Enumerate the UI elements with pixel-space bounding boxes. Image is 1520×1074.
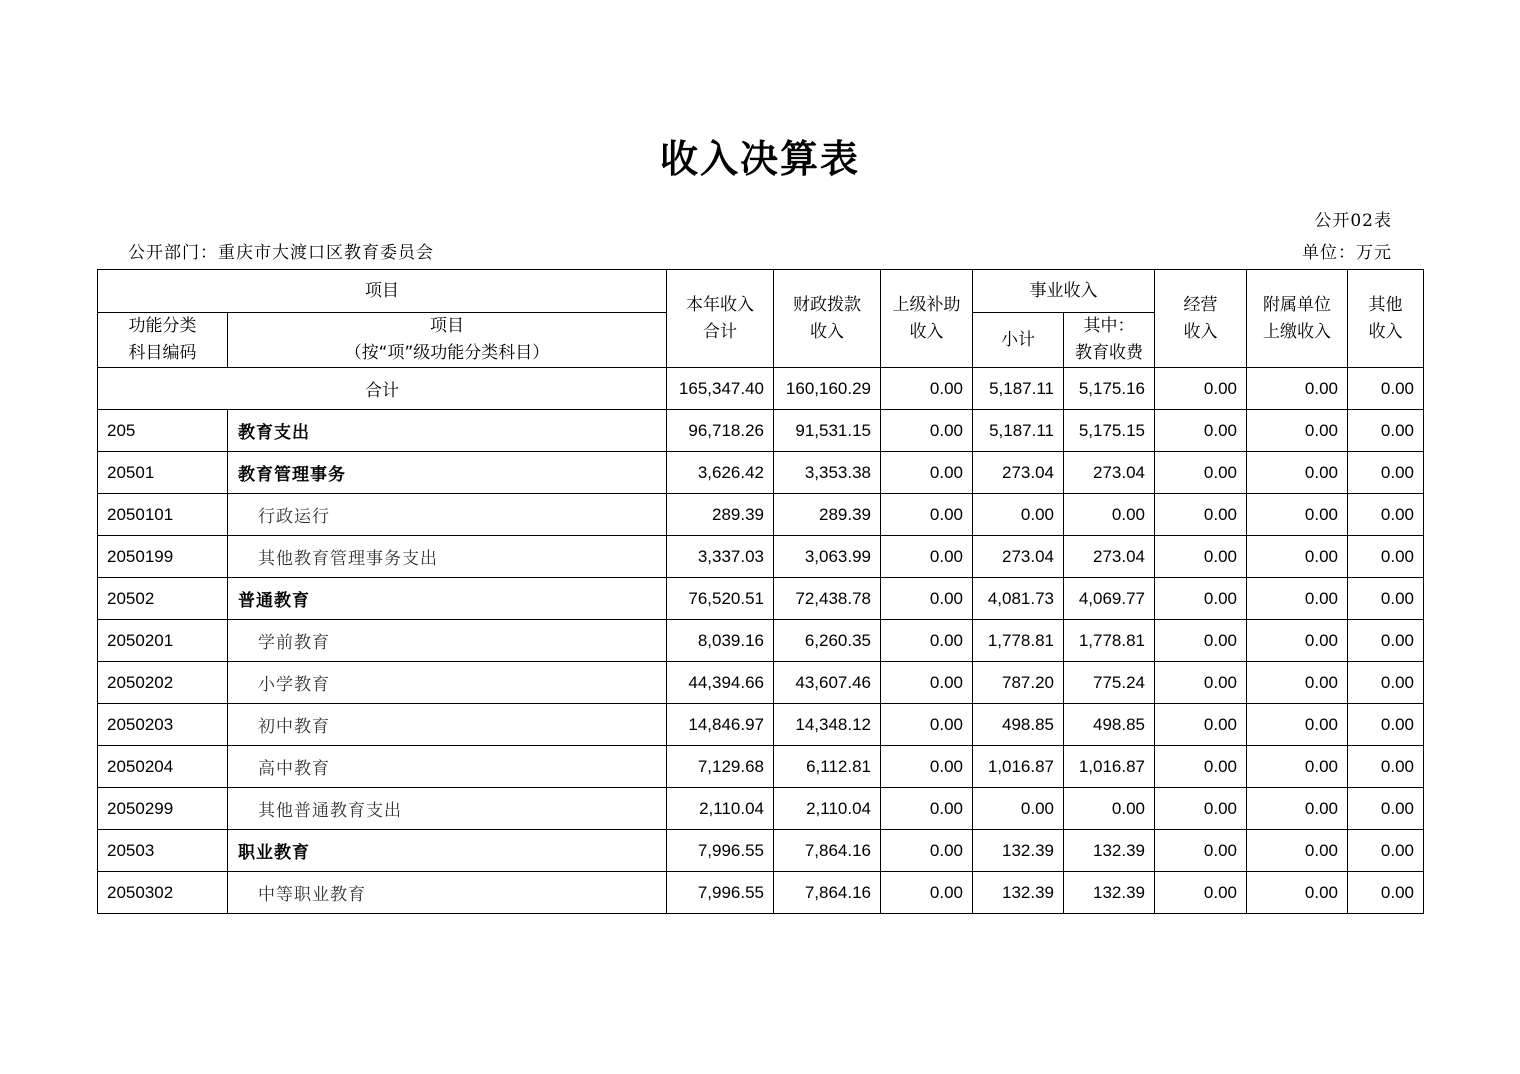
row-value: 289.39 xyxy=(667,494,774,536)
row-value: 0.00 xyxy=(1348,494,1424,536)
row-value: 0.00 xyxy=(1348,536,1424,578)
row-value: 0.00 xyxy=(881,536,973,578)
row-value: 4,081.73 xyxy=(973,578,1064,620)
row-value: 8,039.16 xyxy=(667,620,774,662)
row-value: 2,110.04 xyxy=(774,788,881,830)
row-value: 0.00 xyxy=(1247,746,1348,788)
row-value: 0.00 xyxy=(1155,746,1247,788)
row-value: 0.00 xyxy=(1247,830,1348,872)
row-code: 2050204 xyxy=(98,746,228,788)
row-value: 5,175.15 xyxy=(1064,410,1155,452)
row-name: 普通教育 xyxy=(228,578,667,620)
row-code: 20502 xyxy=(98,578,228,620)
table-row xyxy=(98,452,1424,494)
row-value: 132.39 xyxy=(1064,830,1155,872)
row-code: 2050202 xyxy=(98,662,228,704)
table-row xyxy=(98,704,1424,746)
row-value: 0.00 xyxy=(1348,578,1424,620)
row-value: 1,778.81 xyxy=(973,620,1064,662)
row-value: 273.04 xyxy=(973,536,1064,578)
row-code: 2050101 xyxy=(98,494,228,536)
row-code: 2050302 xyxy=(98,872,228,914)
row-name: 职业教育 xyxy=(228,830,667,872)
unit-label: 单位：万元 xyxy=(1302,243,1392,263)
row-value: 7,996.55 xyxy=(667,830,774,872)
row-value: 0.00 xyxy=(1155,620,1247,662)
row-name: 其他教育管理事务支出 xyxy=(228,536,667,578)
total-cell: 165,347.40 xyxy=(667,368,774,410)
row-value: 0.00 xyxy=(1348,872,1424,914)
row-name: 行政运行 xyxy=(228,494,667,536)
row-value: 0.00 xyxy=(1247,662,1348,704)
header-affiliated: 附属单位 上缴收入 xyxy=(1247,270,1348,368)
row-value: 0.00 xyxy=(1247,578,1348,620)
row-value: 0.00 xyxy=(881,620,973,662)
row-value: 787.20 xyxy=(973,662,1064,704)
header-edu-fee: 其中： 教育收费 xyxy=(1064,313,1155,368)
row-value: 775.24 xyxy=(1064,662,1155,704)
row-value: 0.00 xyxy=(881,410,973,452)
table-row xyxy=(98,788,1424,830)
row-value: 1,016.87 xyxy=(1064,746,1155,788)
row-value: 0.00 xyxy=(1155,872,1247,914)
row-value: 3,626.42 xyxy=(667,452,774,494)
row-value: 0.00 xyxy=(881,662,973,704)
row-value: 0.00 xyxy=(1155,494,1247,536)
row-value: 0.00 xyxy=(1155,410,1247,452)
row-name: 中等职业教育 xyxy=(228,872,667,914)
row-code: 20503 xyxy=(98,830,228,872)
row-value: 0.00 xyxy=(1348,452,1424,494)
table-row xyxy=(98,410,1424,452)
row-value: 0.00 xyxy=(881,704,973,746)
header-other: 其他 收入 xyxy=(1348,270,1424,368)
row-value: 0.00 xyxy=(1348,662,1424,704)
header-code: 功能分类 科目编码 xyxy=(98,313,228,368)
row-name: 初中教育 xyxy=(228,704,667,746)
total-label: 合计 xyxy=(98,368,667,410)
row-name: 教育管理事务 xyxy=(228,452,667,494)
row-value: 0.00 xyxy=(1247,704,1348,746)
row-value: 43,607.46 xyxy=(774,662,881,704)
table-row xyxy=(98,872,1424,914)
row-value: 7,864.16 xyxy=(774,830,881,872)
row-name: 学前教育 xyxy=(228,620,667,662)
row-code: 2050203 xyxy=(98,704,228,746)
page-title: 收入决算表 xyxy=(659,137,860,181)
header-item-group: 项目 xyxy=(98,270,667,313)
row-value: 96,718.26 xyxy=(667,410,774,452)
row-name: 小学教育 xyxy=(228,662,667,704)
row-code: 2050201 xyxy=(98,620,228,662)
row-value: 76,520.51 xyxy=(667,578,774,620)
row-value: 0.00 xyxy=(881,788,973,830)
table-row xyxy=(98,494,1424,536)
row-value: 273.04 xyxy=(973,452,1064,494)
row-value: 0.00 xyxy=(881,494,973,536)
row-value: 3,353.38 xyxy=(774,452,881,494)
row-value: 498.85 xyxy=(1064,704,1155,746)
row-code: 20501 xyxy=(98,452,228,494)
table-row xyxy=(98,536,1424,578)
row-value: 0.00 xyxy=(1348,620,1424,662)
row-value: 4,069.77 xyxy=(1064,578,1155,620)
row-value: 273.04 xyxy=(1064,536,1155,578)
header-superior: 上级补助 收入 xyxy=(881,270,973,368)
row-value: 6,112.81 xyxy=(774,746,881,788)
row-value: 0.00 xyxy=(1247,452,1348,494)
row-value: 132.39 xyxy=(973,872,1064,914)
row-value: 2,110.04 xyxy=(667,788,774,830)
row-value: 0.00 xyxy=(881,578,973,620)
row-value: 0.00 xyxy=(881,830,973,872)
row-value: 132.39 xyxy=(973,830,1064,872)
header-operating: 经营 收入 xyxy=(1155,270,1247,368)
income-table xyxy=(97,269,1424,914)
row-value: 0.00 xyxy=(1155,452,1247,494)
table-row xyxy=(98,662,1424,704)
total-cell: 5,175.16 xyxy=(1064,368,1155,410)
header-fiscal: 财政拨款 收入 xyxy=(774,270,881,368)
row-name: 其他普通教育支出 xyxy=(228,788,667,830)
header-subtotal: 小计 xyxy=(973,313,1064,368)
total-cell: 5,187.11 xyxy=(973,368,1064,410)
table-row xyxy=(98,830,1424,872)
row-value: 0.00 xyxy=(1348,746,1424,788)
row-value: 0.00 xyxy=(1155,536,1247,578)
row-value: 289.39 xyxy=(774,494,881,536)
row-value: 7,129.68 xyxy=(667,746,774,788)
row-value: 0.00 xyxy=(1155,662,1247,704)
row-value: 0.00 xyxy=(1064,494,1155,536)
table-row xyxy=(98,578,1424,620)
row-value: 0.00 xyxy=(1348,788,1424,830)
row-code: 2050299 xyxy=(98,788,228,830)
row-value: 0.00 xyxy=(1155,578,1247,620)
department-label: 公开部门：重庆市大渡口区教育委员会 xyxy=(128,243,434,263)
row-value: 0.00 xyxy=(1064,788,1155,830)
header-business-group: 事业收入 xyxy=(973,270,1155,313)
row-value: 14,846.97 xyxy=(667,704,774,746)
total-cell: 0.00 xyxy=(881,368,973,410)
header-item: 项目 （按“项”级功能分类科目） xyxy=(228,313,667,368)
row-name: 教育支出 xyxy=(228,410,667,452)
row-value: 0.00 xyxy=(1247,620,1348,662)
row-code: 2050199 xyxy=(98,536,228,578)
row-value: 0.00 xyxy=(1247,410,1348,452)
total-cell: 0.00 xyxy=(1155,368,1247,410)
row-value: 0.00 xyxy=(881,746,973,788)
row-name: 高中教育 xyxy=(228,746,667,788)
row-value: 0.00 xyxy=(973,788,1064,830)
row-value: 0.00 xyxy=(1155,830,1247,872)
row-value: 0.00 xyxy=(1348,830,1424,872)
row-value: 0.00 xyxy=(881,452,973,494)
row-value: 6,260.35 xyxy=(774,620,881,662)
row-code: 205 xyxy=(98,410,228,452)
row-value: 1,016.87 xyxy=(973,746,1064,788)
row-value: 3,337.03 xyxy=(667,536,774,578)
table-row xyxy=(98,746,1424,788)
row-value: 273.04 xyxy=(1064,452,1155,494)
total-cell: 0.00 xyxy=(1348,368,1424,410)
row-value: 498.85 xyxy=(973,704,1064,746)
row-value: 0.00 xyxy=(1348,704,1424,746)
header-total: 本年收入 合计 xyxy=(667,270,774,368)
row-value: 44,394.66 xyxy=(667,662,774,704)
row-value: 0.00 xyxy=(1155,704,1247,746)
row-value: 0.00 xyxy=(973,494,1064,536)
row-value: 0.00 xyxy=(1247,536,1348,578)
row-value: 0.00 xyxy=(1247,788,1348,830)
row-value: 7,864.16 xyxy=(774,872,881,914)
row-value: 14,348.12 xyxy=(774,704,881,746)
table-row xyxy=(98,620,1424,662)
row-value: 72,438.78 xyxy=(774,578,881,620)
row-value: 91,531.15 xyxy=(774,410,881,452)
row-value: 0.00 xyxy=(1247,872,1348,914)
row-value: 0.00 xyxy=(1155,788,1247,830)
row-value: 1,778.81 xyxy=(1064,620,1155,662)
row-value: 5,187.11 xyxy=(973,410,1064,452)
row-value: 0.00 xyxy=(1247,494,1348,536)
total-row xyxy=(98,368,1424,410)
form-number: 公开02表 xyxy=(1314,211,1392,231)
row-value: 0.00 xyxy=(1348,410,1424,452)
row-value: 7,996.55 xyxy=(667,872,774,914)
total-cell: 160,160.29 xyxy=(774,368,881,410)
row-value: 132.39 xyxy=(1064,872,1155,914)
row-value: 0.00 xyxy=(881,872,973,914)
row-value: 3,063.99 xyxy=(774,536,881,578)
total-cell: 0.00 xyxy=(1247,368,1348,410)
